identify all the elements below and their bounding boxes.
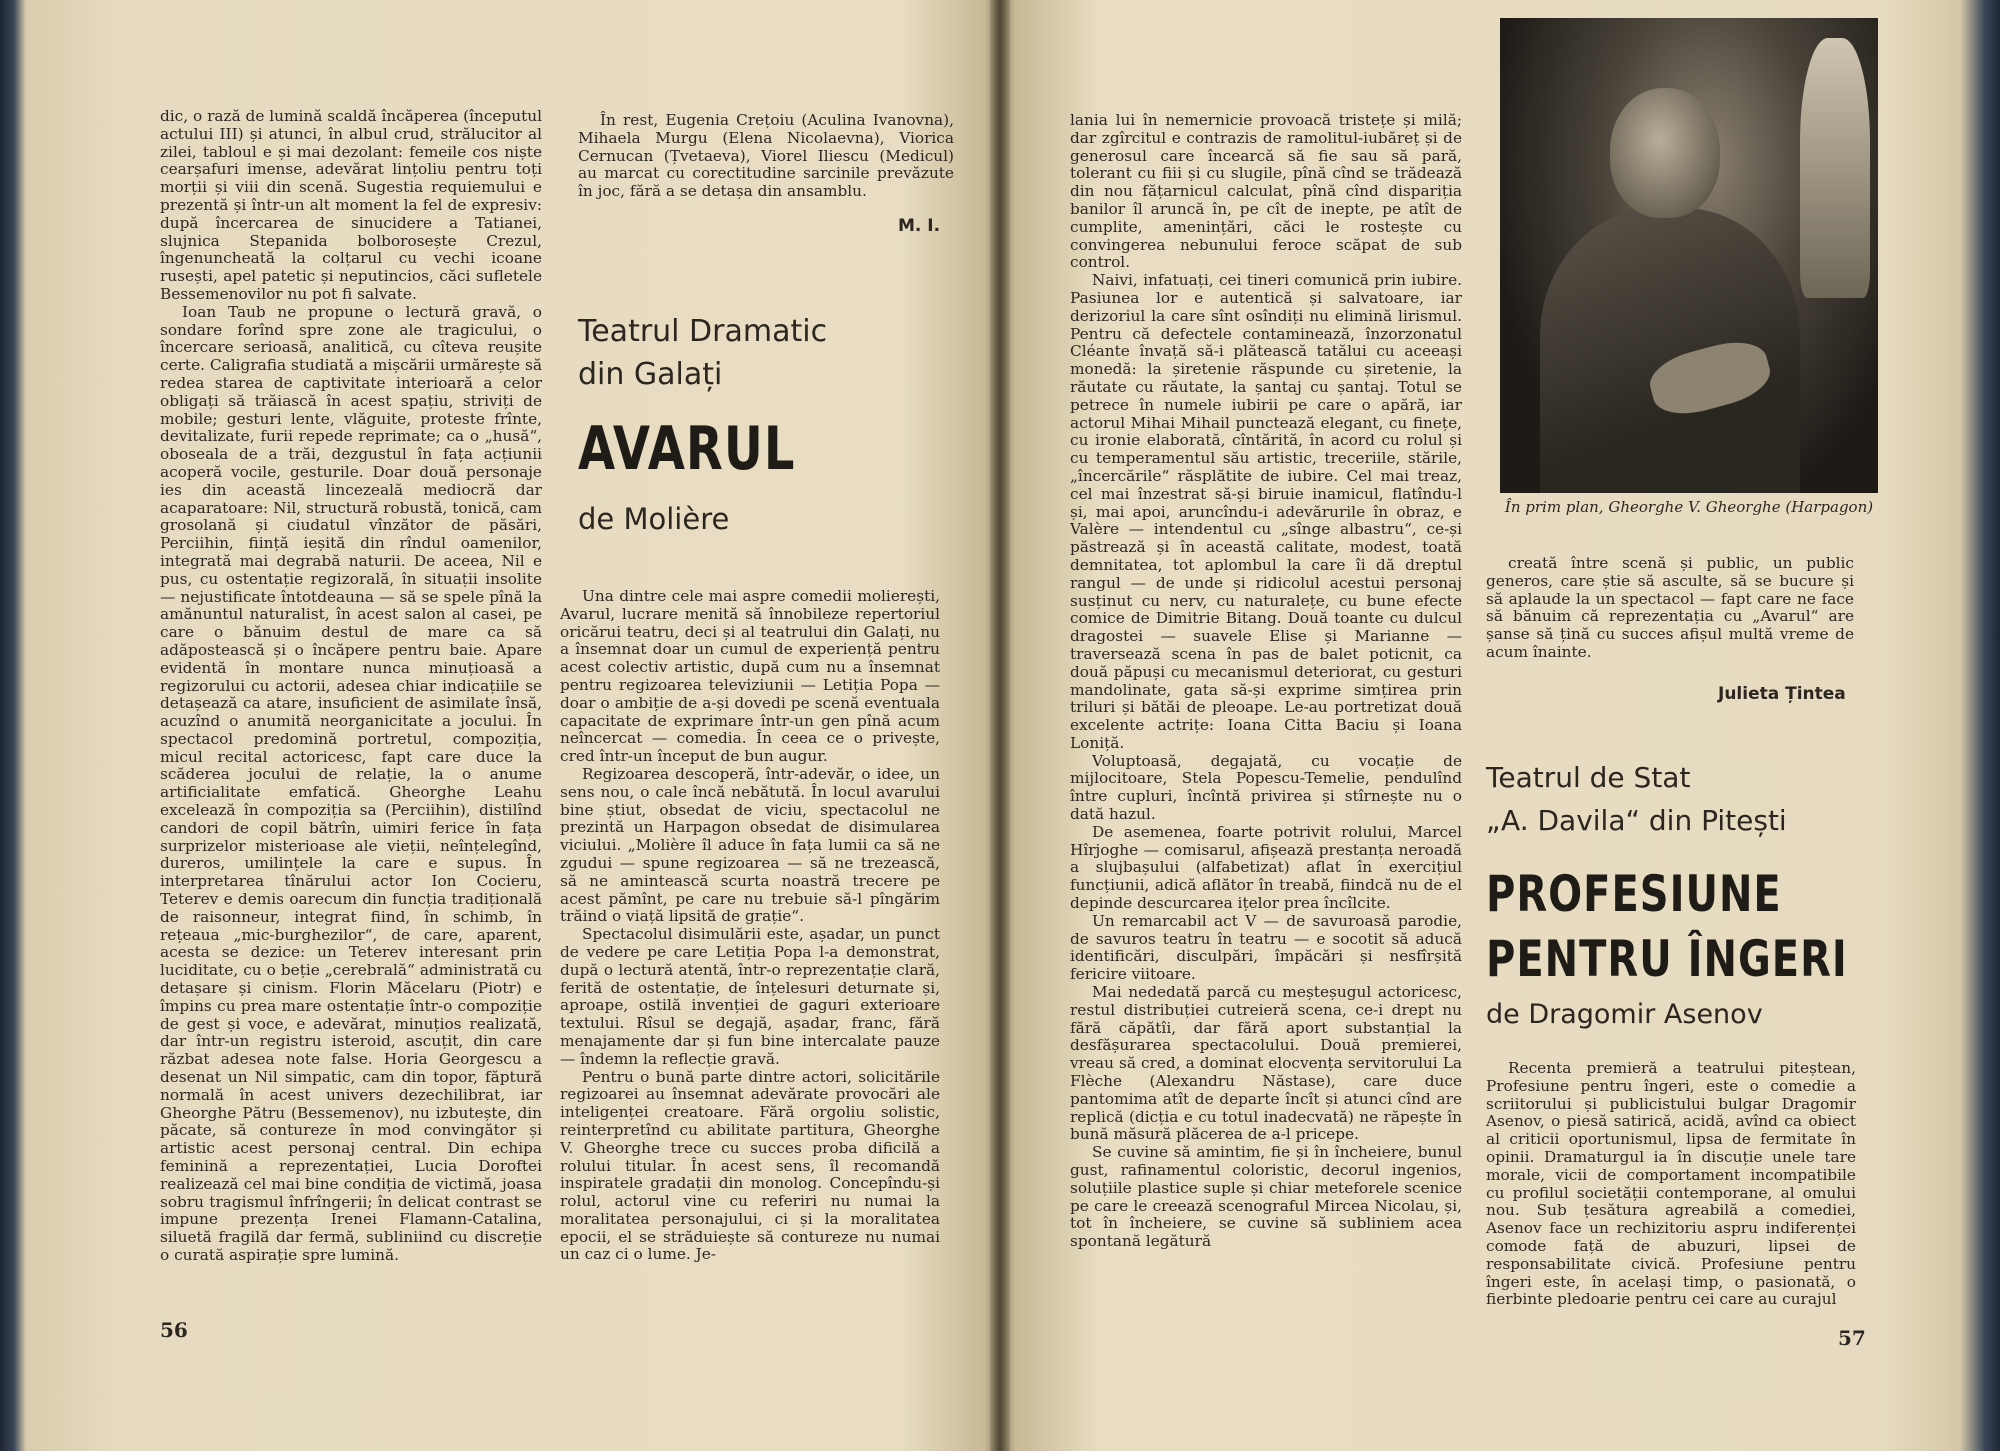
book-gutter: [990, 0, 1010, 1451]
section2-theatre-name: Teatrul de Stat „A. Davila“ din Pitești: [1486, 761, 1787, 837]
left-column-1: [160, 108, 542, 1265]
paragraph: Recenta premieră a teatrului piteștean, Profesiune pentru îngeri, este o comedie a scriitorului și publicistului bulgar Dragomir Asenov, o piesă satirică, acidă, avînd ca obiect al criticii oportunismul, lipsa de fermitate în opinii. Dramaturgul ia în discuție unele tare morale, vicii de comportament incompatibile cu profilul societății contemporane, al omului nou. Sub țesătura agreabilă a comediei, Asenov face un rechizitoriu aspru indiferenței comode față de abuzuri, lipsei de responsabilitate civică. Profesiune pentru îngeri este, în același timp, o pasionată, o fierbinte pledoarie pentru cei care au curajul: [1486, 1059, 1856, 1309]
paragraph: Mai nededată parcă cu meșteșugul actoricesc, restul distribuției cutreieră scena, ce-i drept nu fără căpătîi, dar fără aport substanțial la desfășurarea spectacolului. Două premierei, vreau să cred, a dominat elocvența servitorului La Flèche (Alexandru Năstase), care duce pantomima atît de departe încît și atunci cînd are replică (dicția e cu totul inadecvată) ne răpește în bună măsură plăcerea de a-l pricepe.: [1070, 983, 1462, 1144]
paragraph: dic, o rază de lumină scaldă încăperea (începutul actului III) și atunci, în albul crud, strălucitor al zilei, tabloul e și mai dezolant: femeile cos niște cearșafuri imense, adevărat lințoliu pentru toți morții și viii din scenă. Sugestia requiemului e prezentă și într-un alt moment la fel de expresiv: după încercarea de sinucidere a Tatianei, slujnica Stepanida bolborosește Crezul, îngenuncheată la colțarul cu vechi icoane rusești, apel patetic și neputincios, căci sufletele Bessemenovilor nu pot fi salvate.: [160, 107, 542, 303]
paragraph: Naivi, infatuați, cei tineri comunică prin iubire. Pasiunea lor e autentică și salvatoare, iar derizoriul la care sînt osîndiți nu elimină lirismul. Pentru că defectele contaminează, înzorzonatul Cléante învață să-i plătească tatălui cu aceeași monedă: la șiretenie răspunde cu șiretenie, la răutate cu răutate, la șantaj cu șantaj. Totul se petrece în numele iubirii pe care o apără, iar actorul Mihai Mihail punctează elegant, cu finețe, cu ironie elaborată, cîntărită, în acord cu rolul și cu temperamentul său artistic, treceriile, stările, „încercările“ răsplătite de iubire. Cel mai treaz, cel mai înzestrat să-și biruie inamicul, flatîndu-l și, mai apoi, aruncîndu-i adevărurile în obraz, e Valère — intendentul cu „sînge albastru“, ce-și păstrează și în această calitate, modest, toată demnitatea, tot aplombul la care îi dă dreptul rangul — de unde și ridicolul acestui personaj susținut cu nerv, cu naturalețe, cu bune efecte comice de Dimitrie Bitang. Două toante cu dulcul dragostei — suavele Elise și Marianne — traversează scena în pas de balet poticnit, ca două păpuși cu mecanismul deteriorat, cu gesturi mandolinate, gata să-și exprime simțirea prin triluri și bătăi de pleoape. Le-au portretizat două excelente actrițe: Ioana Citta Baciu și Ioana Loniță.: [1070, 271, 1462, 752]
photo-caption: În prim plan, Gheorghe V. Gheorghe (Harpagon): [1504, 498, 1874, 516]
paragraph: Una dintre cele mai aspre comedii molierești, Avarul, lucrare menită să înnobileze repertoriul oricărui teatru, deci și al teatrului din Galați, nu a însemnat doar un cumul de experiență pentru acest colectiv artistic, după cum nu a însemnat pentru regizoarea televiziunii — Letiția Popa — doar o ambiție de a-și dovedi pe scenă eventuala capacitate de exprimare într-un gen pînă acum neîncercat — comedia. În ceea ce o privește, cred într-un început de bun augur.: [560, 587, 940, 766]
left-column-2-top: [578, 112, 954, 201]
section2-author: de Dragomir Asenov: [1486, 999, 1763, 1030]
paragraph: Pentru o bună parte dintre actori, solicitările regizoarei au însemnat adevărate provocări ale inteligenței creatoare. Fără orgoliu solistic, reinterpretînd cu abilitate partitura, Gheorghe V. Gheorghe trece cu succes proba dificilă a rolului titular. În acest sens, îl recomandă inspiratele gradații din monolog. Concepîndu-și rolul, actorul vine cu referiri nu numai la moralitatea personajului, ci și la moralitatea epocii, el se străduiește să contureze nu numai un caz ci o lume. Je-: [560, 1067, 940, 1264]
paragraph: creată între scenă și public, un public generos, care știe să asculte, să se bucure și să aplaude la un spectacol — fapt care ne face să bănuim că reprezentația cu „Avarul“ are șanse să țină cu succes afișul multă vreme de acum înainte.: [1486, 554, 1854, 661]
signature-julieta-tintea: Julieta Țintea: [1718, 684, 1846, 704]
left-column-2-body: [560, 588, 940, 1264]
right-column-3: [1070, 112, 1462, 1251]
section2-play-title: PROFESIUNE PENTRU ÎNGERI: [1486, 865, 1848, 989]
paragraph: Voluptoasă, degajată, cu vocație de mijlocitoare, Stela Popescu-Temelie, pendulînd între cupluri, încîntă privirea și stîrnește nu o dată hazul.: [1070, 751, 1462, 824]
page-number-left: 56: [160, 1318, 188, 1342]
signature-mi: M. I.: [898, 216, 941, 236]
paragraph: Se cuvine să amintim, fie și în încheiere, bunul gust, rafinamentul coloristic, decorul ingenios, soluțiile plastice suple și chiar meteforele scenice pe care le creează scenograful Mircea Nicolau, și, tot în încheiere, se cuvine să subliniem acea spontană legătură: [1070, 1143, 1462, 1251]
production-photo: [1500, 18, 1878, 493]
paragraph: Un remarcabil act V — de savuroasă parodie, de savuros teatru în teatru — e socotit să aducă identificări, disculpări, împăcări și nesfîrșită fericire viitoare.: [1070, 911, 1462, 984]
section1-author: de Molière: [578, 502, 730, 536]
section1-theatre-name: Teatrul Dramatic din Galați: [578, 314, 828, 392]
paragraph: De asemenea, foarte potrivit rolului, Marcel Hîrjoghe — comisarul, afișează prestanța neroadă a slujbașului (alfabetizat) aflat în exercițiul funcțiunii, adică aflător în treabă, fiindcă nu de el depinde descurcarea ițelor prea încîlcite.: [1070, 822, 1462, 913]
right-column-4-top: [1486, 555, 1854, 662]
page-number-right: 57: [1838, 1326, 1866, 1350]
section1-play-title: AVARUL: [578, 414, 796, 484]
paragraph: În rest, Eugenia Crețoiu (Aculina Ivanovna), Mihaela Murgu (Elena Nicolaevna), Viorica Cernucan (Țvetaeva), Viorel Iliescu (Medicul) au marcat cu corectitudine sarcinile prevăzute în joc, fără a se detașa din ansamblu.: [578, 111, 954, 201]
paragraph: Regizoarea descoperă, într-adevăr, o idee, un sens nou, o cale încă nebătută. În locul avarului bine știut, obsedat de viciu, spectacolul ne prezintă un Harpagon obsedat de disimularea viciului. „Molière îl aduce în fața lumii ca să ne zgudui — spune regizoarea — să ne trezească, să ne amintească scurta noastră trecere pe acest pămînt, pe care nu trebuie să-l pîngărim trăind o viață lipsită de grație“.: [560, 764, 940, 926]
paragraph: Spectacolul disimulării este, așadar, un punct de vedere pe care Letiția Popa l-a demonstrat, după o lectură atentă, într-o reprezentație clară, ferită de ostentație, de înțelesuri deturnate și, aproape, ostilă invenției de gaguri exterioare textului. Rîsul se degajă, așadar, franc, fără menajamente dar și fun bine intercalate pauze — îndemn la reflecție gravă.: [560, 925, 940, 1068]
right-column-4-body: [1486, 1060, 1856, 1309]
paragraph: lania lui în nemernicie provoacă tristețe și milă; dar zgîrcitul e contrazis de ramolitul-iubăreț și de generosul care încearcă să fie sau să pară, tolerant cu fiii și cu slugile, pînă cînd se trădează din nou fățarnicul calculat, pînă cînd dispariția banilor îl aruncă în, pe cît de inepte, pe atît de cumplite, amenințări, căci le rostește cu convingerea nebunului feroce scăpat de sub control.: [1070, 111, 1462, 272]
paragraph: Ioan Taub ne propune o lectură gravă, o sondare forînd spre zone ale tragicului, o încercare serioasă, analitică, cu cîteva reușite certe. Caligrafia studiată a mișcării urmărește să redea starea de captivitate interioară a celor obligați să trăiască în acest spațiu, striviți de mobile; gesturi lente, vlăguite, proteste frînte, devitalizate, furii repede reprimate; ca o „husă“, oboseala de a trăi, dezgustul în fața acțiunii acoperă vocile, gesturile. Doar două personaje ies din această lincezeală mediocră dar acaparatoare: Nil, structură robustă, tonică, cam grosolană și ciudatul vînzător de păsări, Perciihin, ființă ieșită din rîndul oamenilor, integrată mai degrabă naturii. De aceea, Nil e pus, cu ostentație regizorală, în situații insolite — nejustificate întotdeauna — să se spele pînă la amănuntul naturalist, în acest salon al casei, pe care o bănuim destul de mare ca să adăpostească și o încăpere pentru baie. Apare evidentă în montare nunca minuțioasă a regizorului cu actorii, adesea chiar indicațiile se detașează ca atare, insuficient de asimilate însă, acuzînd o anumită neorganicitate a jocului. În spectacol predomină portretul, compoziția, micul recital actoricesc, fapt care duce la scăderea jocului de relație, la o anume artificialitate emfatică. Gheorghe Leahu excelează în compoziția sa (Perciihin), distilînd candori de copil bătrîn, uimiri ferice în fața surprizelor misterioase ale vieții, neînțelegînd, dureros, umilințele la care e supus. În interpretarea tînărului actor Ion Cocieru, Teterev e demis oarecum din funcția tradițională de raisonneur, integrat fiind, în schimb, în rețeaua „mic-burghezilor“, de care, aparent, acesta se dezice: un Teterev interesant prin luciditate, cu o beție „cerebrală“ administrată cu detașare și cinism. Florin Măcelaru (Piotr) e împins cu prea mare ostentație într-o compoziție de gest și voce, e adevărat, minuțios realizată, dar într-un registru isteroid, ascuțit, din care răzbat adesea note false. Horia Georgescu a desenat un Nil simpatic, cam din topor, făptură normală în acest univers dezechilibrat, iar Gheorghe Pătru (Bessemenov), nu izbutește, din păcate, să contureze în mod convingător și artistic acest personaj central. Din echipa feminină a reprezentației, Lucia Doroftei realizează cel mai bine condiția de victimă, joasa sobru tragismul înfrîngerii; în delicat contrast se impune prezența Irenei Flamann-Catalina, siluetă fragilă dar fermă, subliniind cu discreție o curată aspirație spre lumină.: [160, 302, 542, 1264]
